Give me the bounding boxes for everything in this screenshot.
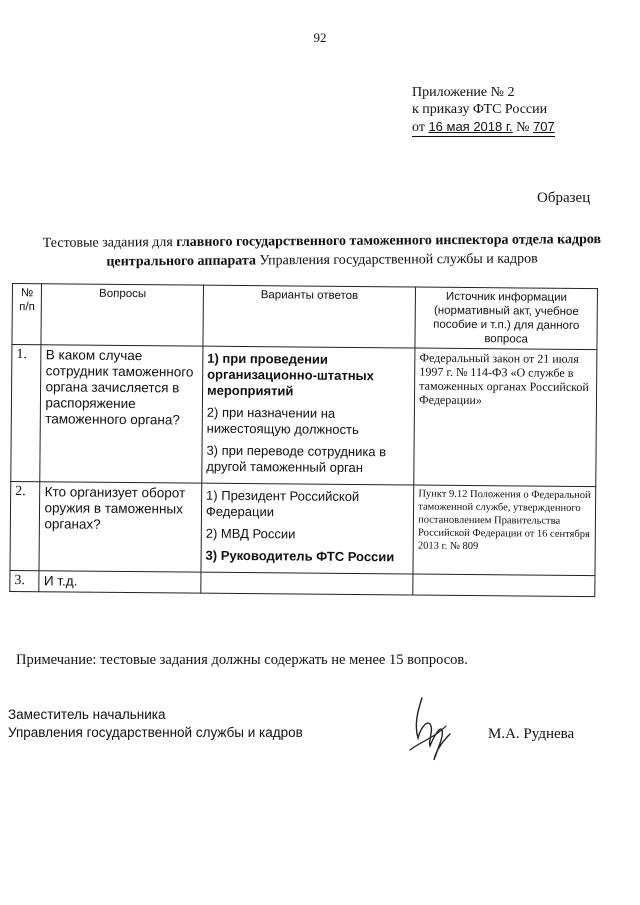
appendix-date: 16 мая 2018 г.: [428, 119, 513, 134]
title-suffix: Управления государственной службы и кадров: [259, 251, 538, 269]
row-number: 1.: [11, 345, 42, 482]
answer-option: 3) Руководитель ФТС России: [205, 547, 395, 565]
title-bold: главного государственного таможенного инспектора отдела кадров центрального аппарата: [106, 232, 602, 270]
row-options: [202, 346, 415, 485]
tests-table: [9, 283, 598, 597]
sample-label: Образец: [537, 190, 591, 206]
page-number: 92: [313, 30, 327, 45]
row-question: Кто организует оборот оружия в таможенных органах?: [39, 482, 201, 572]
header-answers: Варианты ответов: [203, 285, 416, 348]
answer-option: 1) Президент Российской Федерации: [205, 487, 360, 520]
table-row: [10, 570, 595, 596]
row-options: [201, 483, 414, 574]
row-number: 3.: [10, 570, 40, 591]
row-source: Пункт 9.12 Положения о Федеральной таможенной службе, утвержденного постановлением Правительства Российской Федерации от 16 сентября 2013 г. № 809: [413, 485, 596, 576]
appendix-number-prefix: №: [516, 120, 530, 135]
note: Примечание: тестовые задания должны содержать не менее 15 вопросов.: [16, 652, 468, 668]
title-prefix: Тестовые задания для: [42, 235, 173, 251]
row-number: 2.: [10, 481, 40, 570]
header-num: № п/п: [12, 284, 42, 345]
handwritten-signature: [400, 690, 460, 775]
appendix-line-1: Приложение № 2: [412, 85, 515, 100]
answer-option: 2) МВД России: [205, 525, 296, 542]
document-title: [24, 230, 620, 272]
row-source: [413, 574, 595, 597]
row-source: Федеральный закон от 21 июля 1997 г. № 114-ФЗ «О службе в таможенных органах Российской Федерации»: [414, 348, 597, 487]
table-header-row: [12, 284, 598, 350]
row-question: И т.д.: [39, 571, 201, 593]
header-questions: Вопросы: [41, 284, 203, 346]
table-row: [11, 345, 597, 487]
appendix-line-2: к приказу ФТС России: [412, 102, 548, 117]
appendix-number: 707: [533, 119, 555, 134]
table-row: [10, 481, 596, 575]
appendix-date-line: [412, 118, 555, 137]
signatory-position-line-1: Заместитель начальника: [8, 707, 166, 722]
header-source: Источник информации (нормативный акт, учебное пособие и т.п.) для данного вопроса: [415, 287, 597, 350]
signatory-name: М.А. Руднева: [488, 726, 575, 742]
row-question: В каком случае сотрудник таможенного органа зачисляется в распоряжение таможенного органа?: [40, 345, 203, 483]
signatory-position-line-2: Управления государственной службы и кадров: [8, 725, 303, 740]
answer-option: 3) при переводе сотрудника в другой таможенный орган: [206, 442, 387, 476]
answer-option: 1) при проведении организационно-штатных мероприятий: [206, 350, 374, 399]
appendix-date-prefix: от: [412, 120, 425, 135]
appendix-header: [412, 84, 555, 137]
answer-option: 2) при назначении на нижестоящую должность: [206, 404, 359, 438]
signatory-position: [8, 706, 303, 742]
row-options: [201, 572, 413, 595]
